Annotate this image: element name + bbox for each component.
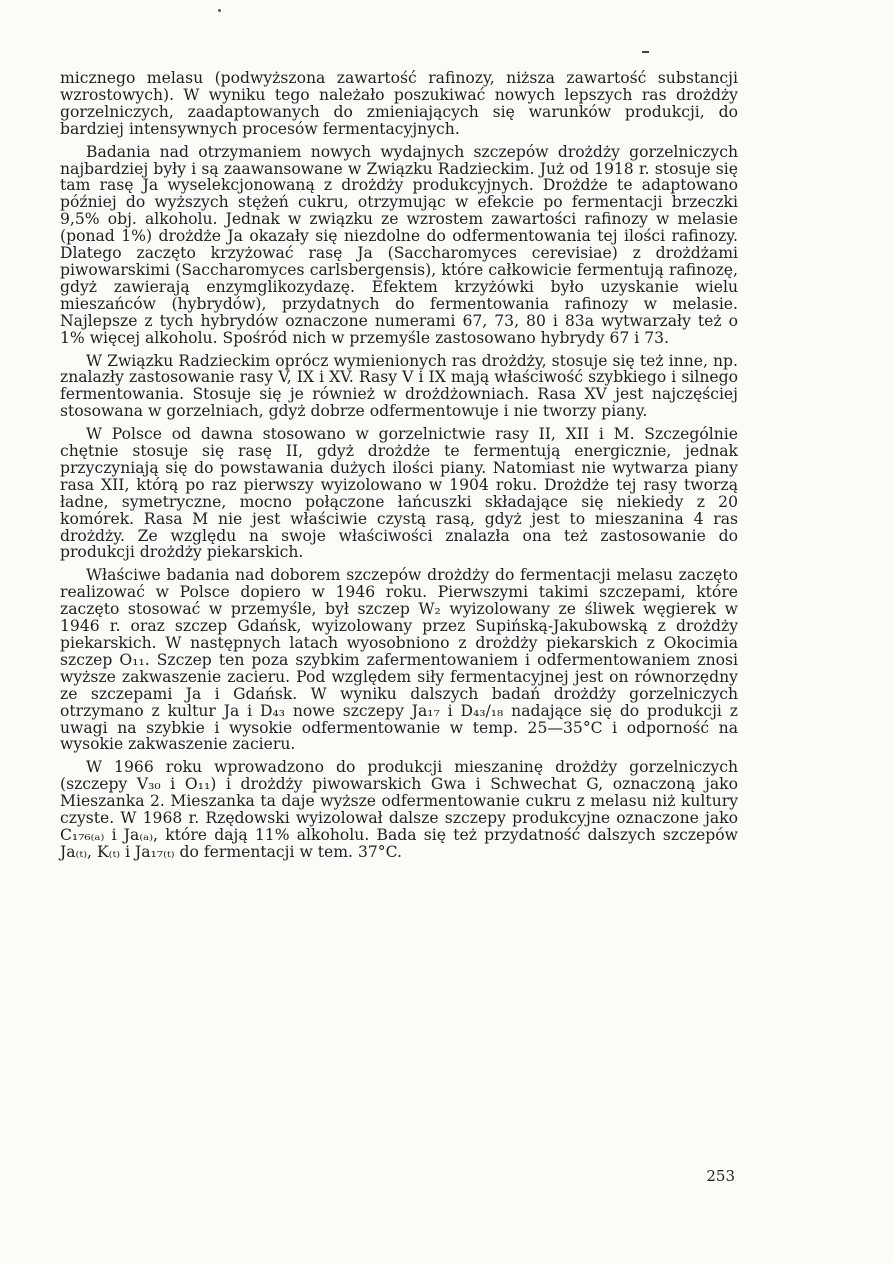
paragraph-5: Właściwe badania nad doborem szczepów drożdży do fermentacji melasu zaczęto realizować w Polsce dopiero w 1946 roku. Pierwszymi takimi szczepami, które zaczęto stosować w przemyśle, był szczep W₂ wyizolowany ze śliwek węgierek w 1946 r. oraz szczep Gdańsk, wyizolowany przez Supińską-Jakubowską z drożdży piekarskich. W następnych latach wyosobniono z drożdży piekarskich z Okocimia szczep O₁₁. Szczep ten poza szybkim zafermentowaniem i odfermentowaniem znosi wyższe zakwaszenie zacieru. Pod względem siły fermentacyjnej jest on równorzędny ze szczepami Ja i Gdańsk. W wyniku dalszych badań drożdży gorzelniczych otrzymano z kultur Ja i D₄₃ nowe szczepy Ja₁₇ i D₄₃/₁₈ nadające się do produkcji z uwagi na szybkie i wysokie odfermentowanie w temp. 25—35°C i odporność na wysokie zakwaszenie zacieru.	[60, 566, 738, 754]
scan-speck	[218, 9, 221, 12]
body-text	[60, 70, 738, 861]
paragraph-1: micznego melasu (podwyższona zawartość rafinozy, niższa zawartość substancji wzrostowych). W wyniku tego należało poszukiwać nowych lepszych ras drożdży gorzelniczych, zaadaptowanych do zmieniających się warunków produkcji, do bardziej intensywnych procesów fermentacyjnych.	[60, 69, 738, 138]
paragraph-6: W 1966 roku wprowadzono do produkcji mieszaninę drożdży gorzelniczych (szczepy V₃₀ i O₁₁) i drożdży piwowarskich Gwa i Schwechat G, oznaczoną jako Mieszanka 2. Mieszanka ta daje wyższe odfermentowanie cukru z melasu niż kultury czyste. W 1968 r. Rzędowski wyizolował dalsze szczepy produkcyjne oznaczone jako C₁₇₆₍ₐ₎ i Ja₍ₐ₎, które dają 11% alkoholu. Bada się też przydatność dalszych szczepów Ja₍ₜ₎, K₍ₜ₎ i Ja₁₇₍ₜ₎ do fermentacji w tem. 37°C.	[60, 758, 738, 861]
page-number: 253	[706, 1167, 735, 1185]
scan-mark	[642, 51, 649, 53]
paragraph-3: W Związku Radzieckim oprócz wymienionych ras drożdży, stosuje się też inne, np. znalazły zastosowanie rasy V, IX i XV. Rasy V i IX mają właściwość szybkiego i silnego fermentowania. Stosuje się je również w drożdżowniach. Rasa XV jest najczęściej stosowana w gorzelniach, gdyż dobrze odfermentowuje i nie tworzy piany.	[60, 351, 738, 421]
paragraph-2: Badania nad otrzymaniem nowych wydajnych szczepów drożdży gorzelniczych najbardziej były i są zaawansowane w Związku Radzieckim. Już od 1918 r. stosuje się tam rasę Ja wyselekcjonowaną z drożdży produkcyjnych. Drożdże te adaptowano później do wyższych stężeń cukru, otrzymując w efekcie po fermentacji brzeczki 9,5% obj. alkoholu. Jednak w związku ze wzrostem zawartości rafinozy w melasie (ponad 1%) drożdże Ja okazały się niezdolne do odfermentowania tej ilości rafinozy. Dlatego zaczęto krzyżować rasę Ja (Saccharomyces cerevisiae) z drożdżami piwowarskimi (Saccharomyces carlsbergensis), które całkowicie fermentują rafinozę, gdyż zawierają enzymglikozydazę. Efektem krzyżówki było uzyskanie wielu mieszańców (hybrydów), przydatnych do fermentowania rafinozy w melasie. Najlepsze z tych hybrydów oznaczone numerami 67, 73, 80 i 83a wytwarzały też o 1% więcej alkoholu. Spośród nich w przemyśle zastosowano hybrydy 67 i 73.	[60, 142, 738, 347]
paragraph-4: W Polsce od dawna stosowano w gorzelnictwie rasy II, XII i M. Szczególnie chętnie stosuje się rasę II, gdyż drożdże te fermentują energicznie, jednak przyczyniają się do powstawania dużych ilości piany. Natomiast nie wytwarza piany rasa XII, którą po raz pierwszy wyizolowano w 1904 roku. Drożdże tej rasy tworzą ładne, symetryczne, mocno połączone łańcuszki składające się niekiedy z 20 komórek. Rasa M nie jest właściwie czystą rasą, gdyż jest to mieszanina 4 ras drożdży. Ze względu na swoje właściwości znalazła ona też zastosowanie do produkcji drożdży piekarskich.	[60, 425, 738, 562]
